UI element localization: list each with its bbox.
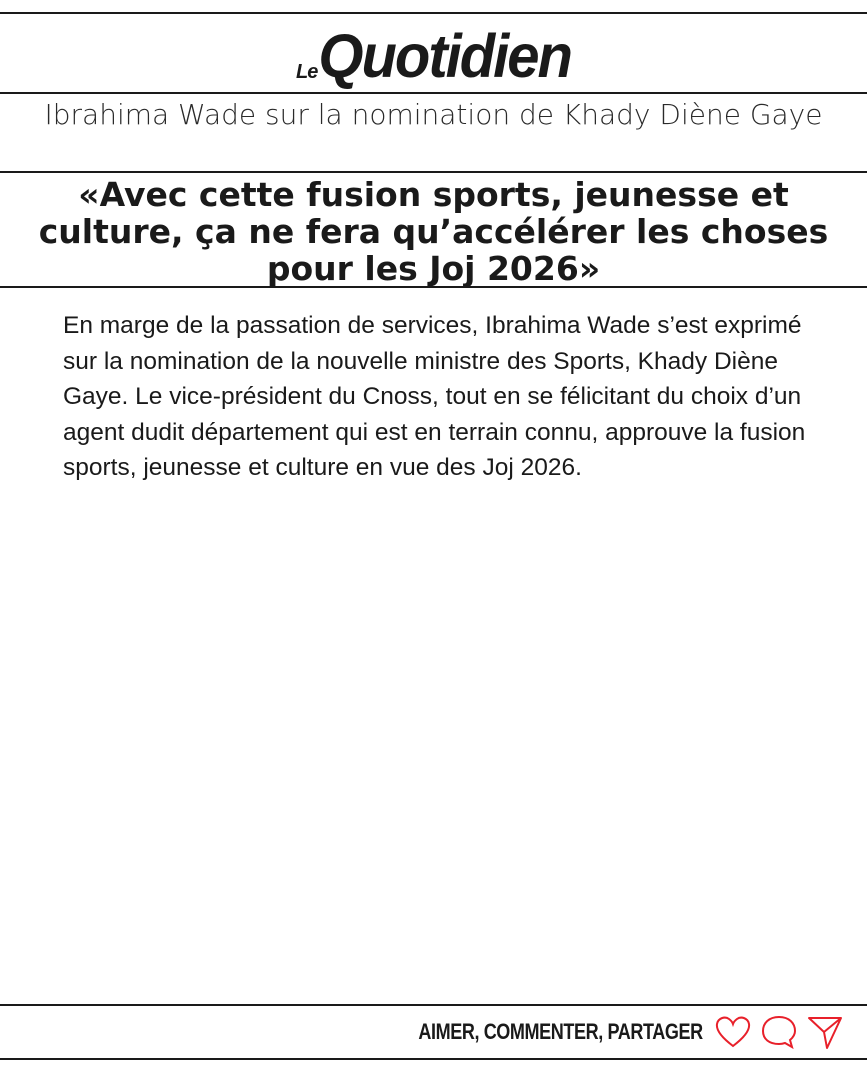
logo-name: Quotidien — [318, 22, 571, 91]
share-icon[interactable] — [805, 1012, 845, 1052]
logo-prefix: Le — [296, 61, 318, 83]
footer-cta: AIMER, COMMENTER, PARTAGER — [418, 1019, 703, 1044]
article-headline: «Avec cette fusion sports, jeunesse et culture, ça ne fera qu’accélérer les choses pour les Joj 2026» — [38, 175, 829, 288]
article-body: En marge de la passation de services, Ibrahima Wade s’est exprimé sur la nomination de la nouvelle ministre des Sports, Khady Diène Gaye. Le vice-président du Cnoss, tout en se félicitant du choix d’un agent dudit département qui est en terrain connu, approuve la fusion sports, jeunesse et culture en vue des Joj 2026. — [63, 312, 806, 482]
masthead-rule — [0, 92, 867, 94]
logo — [296, 22, 571, 91]
footer-bar — [0, 1006, 867, 1058]
heart-icon[interactable] — [713, 1012, 753, 1052]
headline-rule — [0, 286, 867, 288]
kicker-rule — [0, 171, 867, 173]
footer-bottom-rule — [0, 1058, 867, 1060]
masthead — [0, 14, 867, 92]
article-kicker: Ibrahima Wade sur la nomination de Khady Diène Gaye — [44, 98, 823, 131]
comment-icon[interactable] — [759, 1012, 799, 1052]
